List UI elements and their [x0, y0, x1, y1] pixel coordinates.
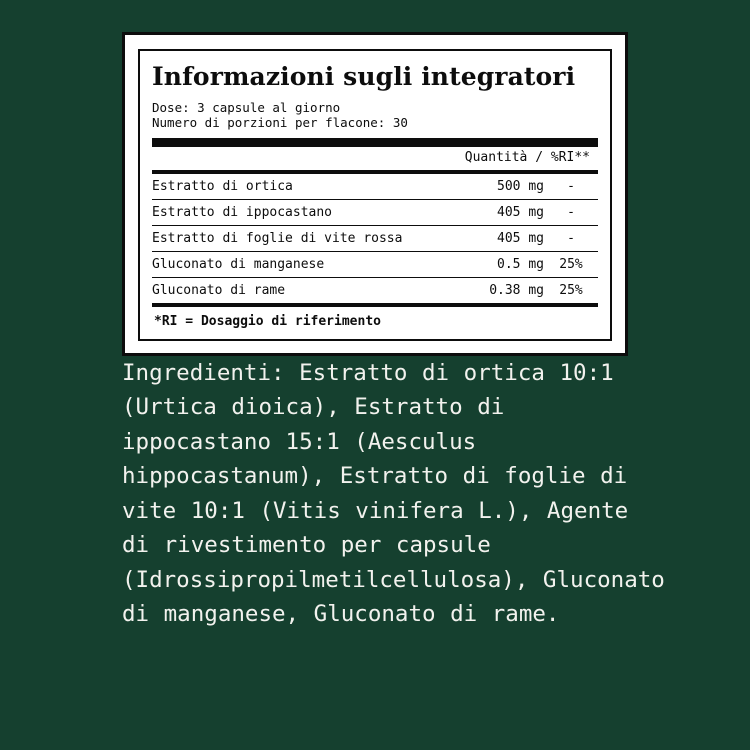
nutrient-name: Estratto di ortica: [152, 174, 426, 200]
table-row: [152, 225, 598, 251]
servings-per-container-line: Numero di porzioni per flacone: 30: [152, 115, 408, 131]
table-row: [152, 174, 598, 200]
nutrient-name: Gluconato di manganese: [152, 251, 426, 277]
table-row: [152, 199, 598, 225]
nutrient-amount: 0.5 mg: [426, 251, 544, 277]
divider-thick-top: [152, 138, 598, 147]
table-row: [152, 277, 598, 303]
reference-intake-footnote: *RI = Dosaggio di riferimento: [154, 313, 381, 329]
facts-table: [152, 174, 598, 303]
nutrient-ri: -: [544, 174, 598, 200]
nutrient-ri: -: [544, 225, 598, 251]
nutrient-ri: 25%: [544, 251, 598, 277]
panel-title: Informazioni sugli integratori: [152, 62, 576, 91]
supplement-facts-inner-border: [138, 49, 612, 341]
table-row: [152, 251, 598, 277]
supplement-facts-panel: [122, 32, 628, 356]
nutrient-name: Estratto di foglie di vite rossa: [152, 225, 426, 251]
nutrient-ri: 25%: [559, 282, 583, 298]
nutrient-ri: -: [544, 199, 598, 225]
nutrient-amount: 500 mg: [426, 174, 544, 200]
nutrient-amount: 405 mg: [426, 225, 544, 251]
facts-column-header-row: [152, 147, 598, 170]
nutrient-amount: 0.38 mg: [489, 282, 544, 298]
serving-size-line: Dose: 3 capsule al giorno: [152, 99, 341, 115]
nutrient-name: Gluconato di rame: [152, 282, 286, 298]
nutrient-amount: 405 mg: [426, 199, 544, 225]
ingredients-paragraph: Ingredienti: Estratto di ortica 10:1 (Urtica dioica), Estratto di ippocastano 15:1 (Aesculus hippocastanum), Estratto di foglie di vite 10:1 (Vitis vinifera L.), Agente di rivestimento per capsule (Idrossipropilmetilcellulosa), Gluconato di manganese, Gluconato di rame.: [122, 360, 665, 627]
nutrient-name: Estratto di ippocastano: [152, 199, 426, 225]
amount-ri-header-label: Quantità / %RI**: [464, 149, 590, 165]
